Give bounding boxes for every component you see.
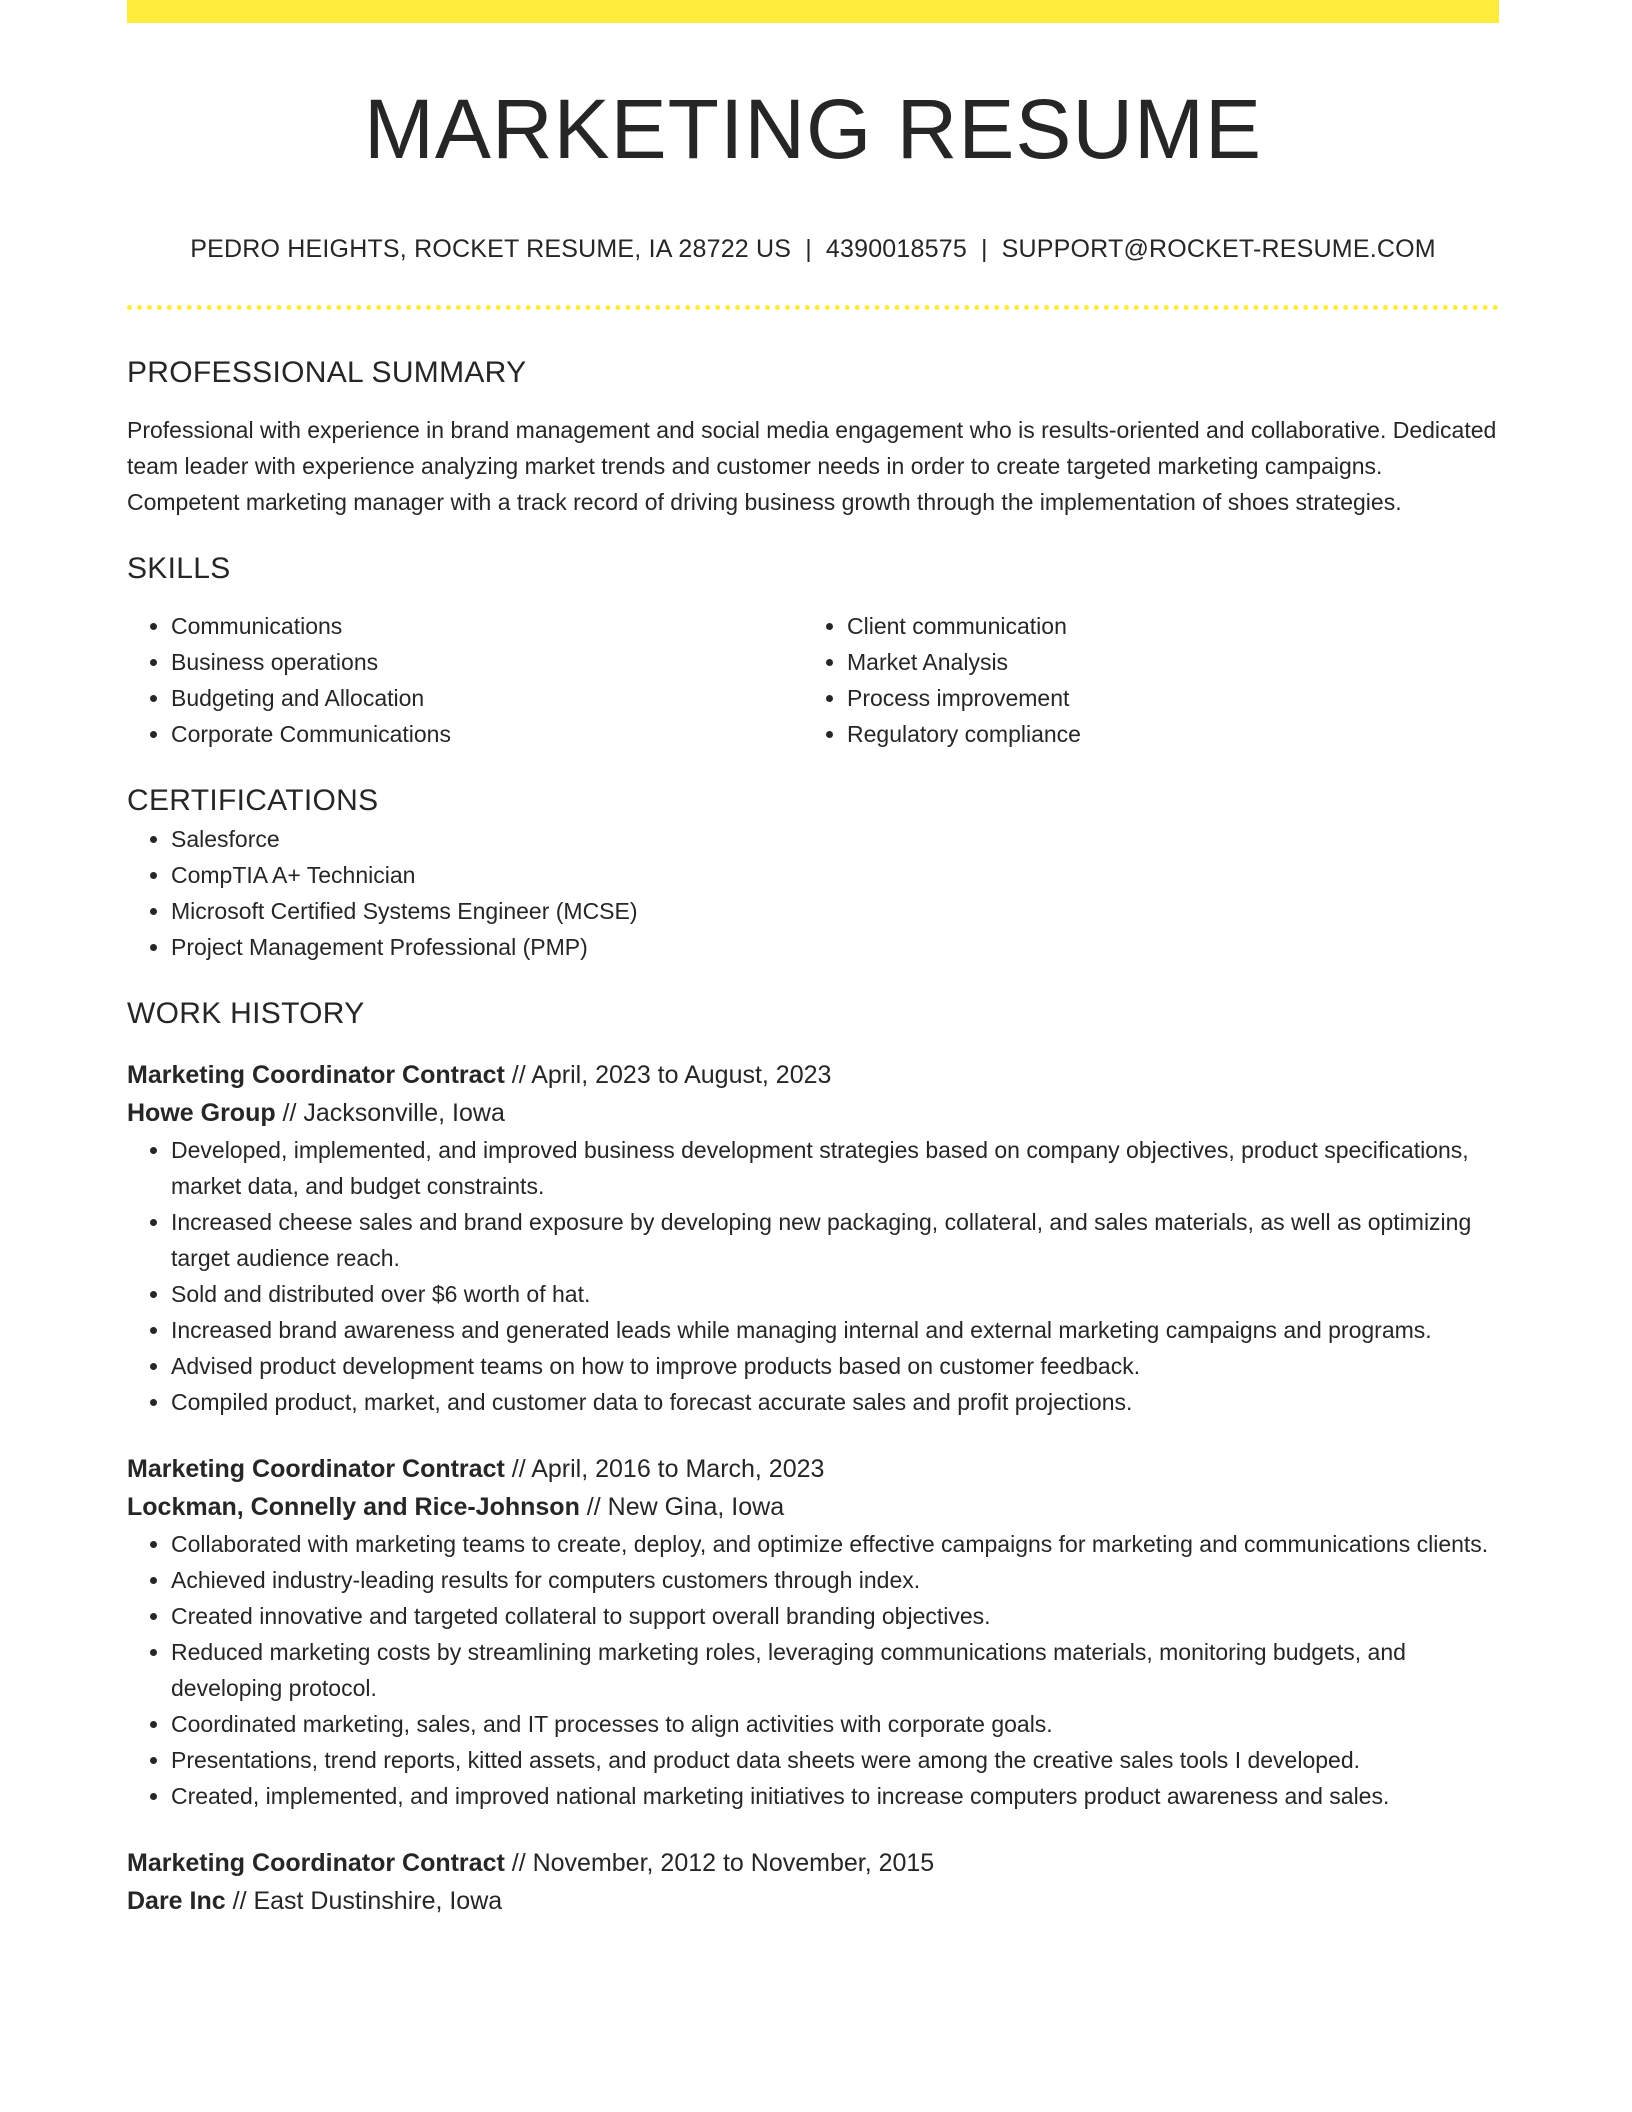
- resume-content: [127, 0, 1499, 1920]
- certification-item: • Project Management Professional (PMP): [171, 929, 1499, 965]
- job-bullet: • Achieved industry-leading results for computers customers through index.: [171, 1562, 1499, 1598]
- job-title: Marketing Coordinator Contract: [127, 1455, 505, 1483]
- summary-heading: PROFESSIONAL SUMMARY: [127, 356, 527, 389]
- job-entry: [127, 1450, 1499, 1814]
- dotted-divider: [127, 305, 1499, 310]
- contact-phone: 4390018575: [825, 235, 967, 263]
- job-bullet: • Created, implemented, and improved national marketing initiatives to increase computers product awareness and sales.: [171, 1778, 1499, 1814]
- skill-item: • Market Analysis: [847, 644, 1479, 680]
- job-bullet: • Compiled product, market, and customer data to forecast accurate sales and profit projections.: [171, 1384, 1499, 1420]
- certification-item: • Salesforce: [171, 821, 1499, 857]
- job-location: // East Dustinshire, Iowa: [225, 1887, 503, 1915]
- job-bullet: • Increased cheese sales and brand exposure by developing new packaging, collateral, and sales materials, as well as optimizing target audience reach.: [171, 1204, 1499, 1276]
- job-location: // Jacksonville, Iowa: [275, 1099, 505, 1127]
- contact-separator: |: [805, 235, 812, 263]
- job-title: Marketing Coordinator Contract: [127, 1849, 505, 1877]
- job-company: Dare Inc: [127, 1887, 226, 1915]
- summary-text: Professional with experience in brand management and social media engagement who is results-oriented and collaborative. Dedicated team leader with experience analyzing market trends and customer needs in order to create targeted marketing campaigns. Competent marketing manager with a track record of driving business growth through the implementation of shoes strategies.: [127, 417, 1497, 515]
- job-dates: // November, 2012 to November, 2015: [504, 1849, 935, 1877]
- job-entry: [127, 1056, 1499, 1420]
- work-history-list: [127, 1056, 1499, 1920]
- job-company: Howe Group: [127, 1099, 276, 1127]
- job-title: Marketing Coordinator Contract: [127, 1061, 505, 1089]
- skills-column-right: [803, 608, 1479, 752]
- job-bullet: • Coordinated marketing, sales, and IT processes to align activities with corporate goals.: [171, 1706, 1499, 1742]
- job-bullet: • Sold and distributed over $6 worth of hat.: [171, 1276, 1499, 1312]
- work-history-heading: WORK HISTORY: [127, 997, 365, 1030]
- job-title-line: [127, 1056, 1499, 1094]
- skills-heading: SKILLS: [127, 552, 231, 585]
- skill-item: • Business operations: [171, 644, 803, 680]
- job-company-line: [127, 1882, 1499, 1920]
- job-title-line: [127, 1450, 1499, 1488]
- skill-item: • Communications: [171, 608, 803, 644]
- skill-item: • Budgeting and Allocation: [171, 680, 803, 716]
- job-entry: [127, 1844, 1499, 1920]
- certifications-heading: CERTIFICATIONS: [127, 784, 379, 817]
- job-bullet: • Advised product development teams on how to improve products based on customer feedback.: [171, 1348, 1499, 1384]
- skills-right-list: [803, 608, 1479, 752]
- job-bullet: • Collaborated with marketing teams to create, deploy, and optimize effective campaigns for marketing and communications clients.: [171, 1526, 1499, 1562]
- job-bullet: • Reduced marketing costs by streamlining marketing roles, leveraging communications materials, monitoring budgets, and developing protocol.: [171, 1634, 1499, 1706]
- page-title: MARKETING RESUME: [363, 82, 1263, 176]
- job-location: // New Gina, Iowa: [579, 1493, 785, 1521]
- job-company-line: [127, 1094, 1499, 1132]
- skill-item: • Corporate Communications: [171, 716, 803, 752]
- certification-item: • CompTIA A+ Technician: [171, 857, 1499, 893]
- certification-item: • Microsoft Certified Systems Engineer (MCSE): [171, 893, 1499, 929]
- job-bullet-list: [127, 1132, 1499, 1420]
- job-dates: // April, 2016 to March, 2023: [504, 1455, 825, 1483]
- skills-column-left: [127, 608, 803, 752]
- contact-separator: |: [980, 235, 988, 263]
- skill-item: • Client communication: [847, 608, 1479, 644]
- job-bullet: • Presentations, trend reports, kitted assets, and product data sheets were among the creative sales tools I developed.: [171, 1742, 1499, 1778]
- skills-list: [127, 608, 1499, 752]
- job-bullet: • Created innovative and targeted collateral to support overall branding objectives.: [171, 1598, 1499, 1634]
- skill-item: • Process improvement: [847, 680, 1479, 716]
- contact-email: SUPPORT@ROCKET-RESUME.COM: [1001, 235, 1436, 263]
- job-company: Lockman, Connelly and Rice-Johnson: [127, 1493, 580, 1521]
- job-company-line: [127, 1488, 1499, 1526]
- job-bullet: • Developed, implemented, and improved business development strategies based on company objectives, product specifications, market data, and budget constraints.: [171, 1132, 1499, 1204]
- contact-address: PEDRO HEIGHTS, ROCKET RESUME, IA 28722 US: [190, 235, 792, 263]
- job-bullet: • Increased brand awareness and generated leads while managing internal and external marketing campaigns and programs.: [171, 1312, 1499, 1348]
- job-title-line: [127, 1844, 1499, 1882]
- contact-line: [127, 232, 1499, 266]
- skills-left-list: [127, 608, 803, 752]
- job-dates: // April, 2023 to August, 2023: [504, 1061, 832, 1089]
- job-bullet-list: [127, 1526, 1499, 1814]
- certifications-list: [127, 821, 1499, 965]
- skill-item: • Regulatory compliance: [847, 716, 1479, 752]
